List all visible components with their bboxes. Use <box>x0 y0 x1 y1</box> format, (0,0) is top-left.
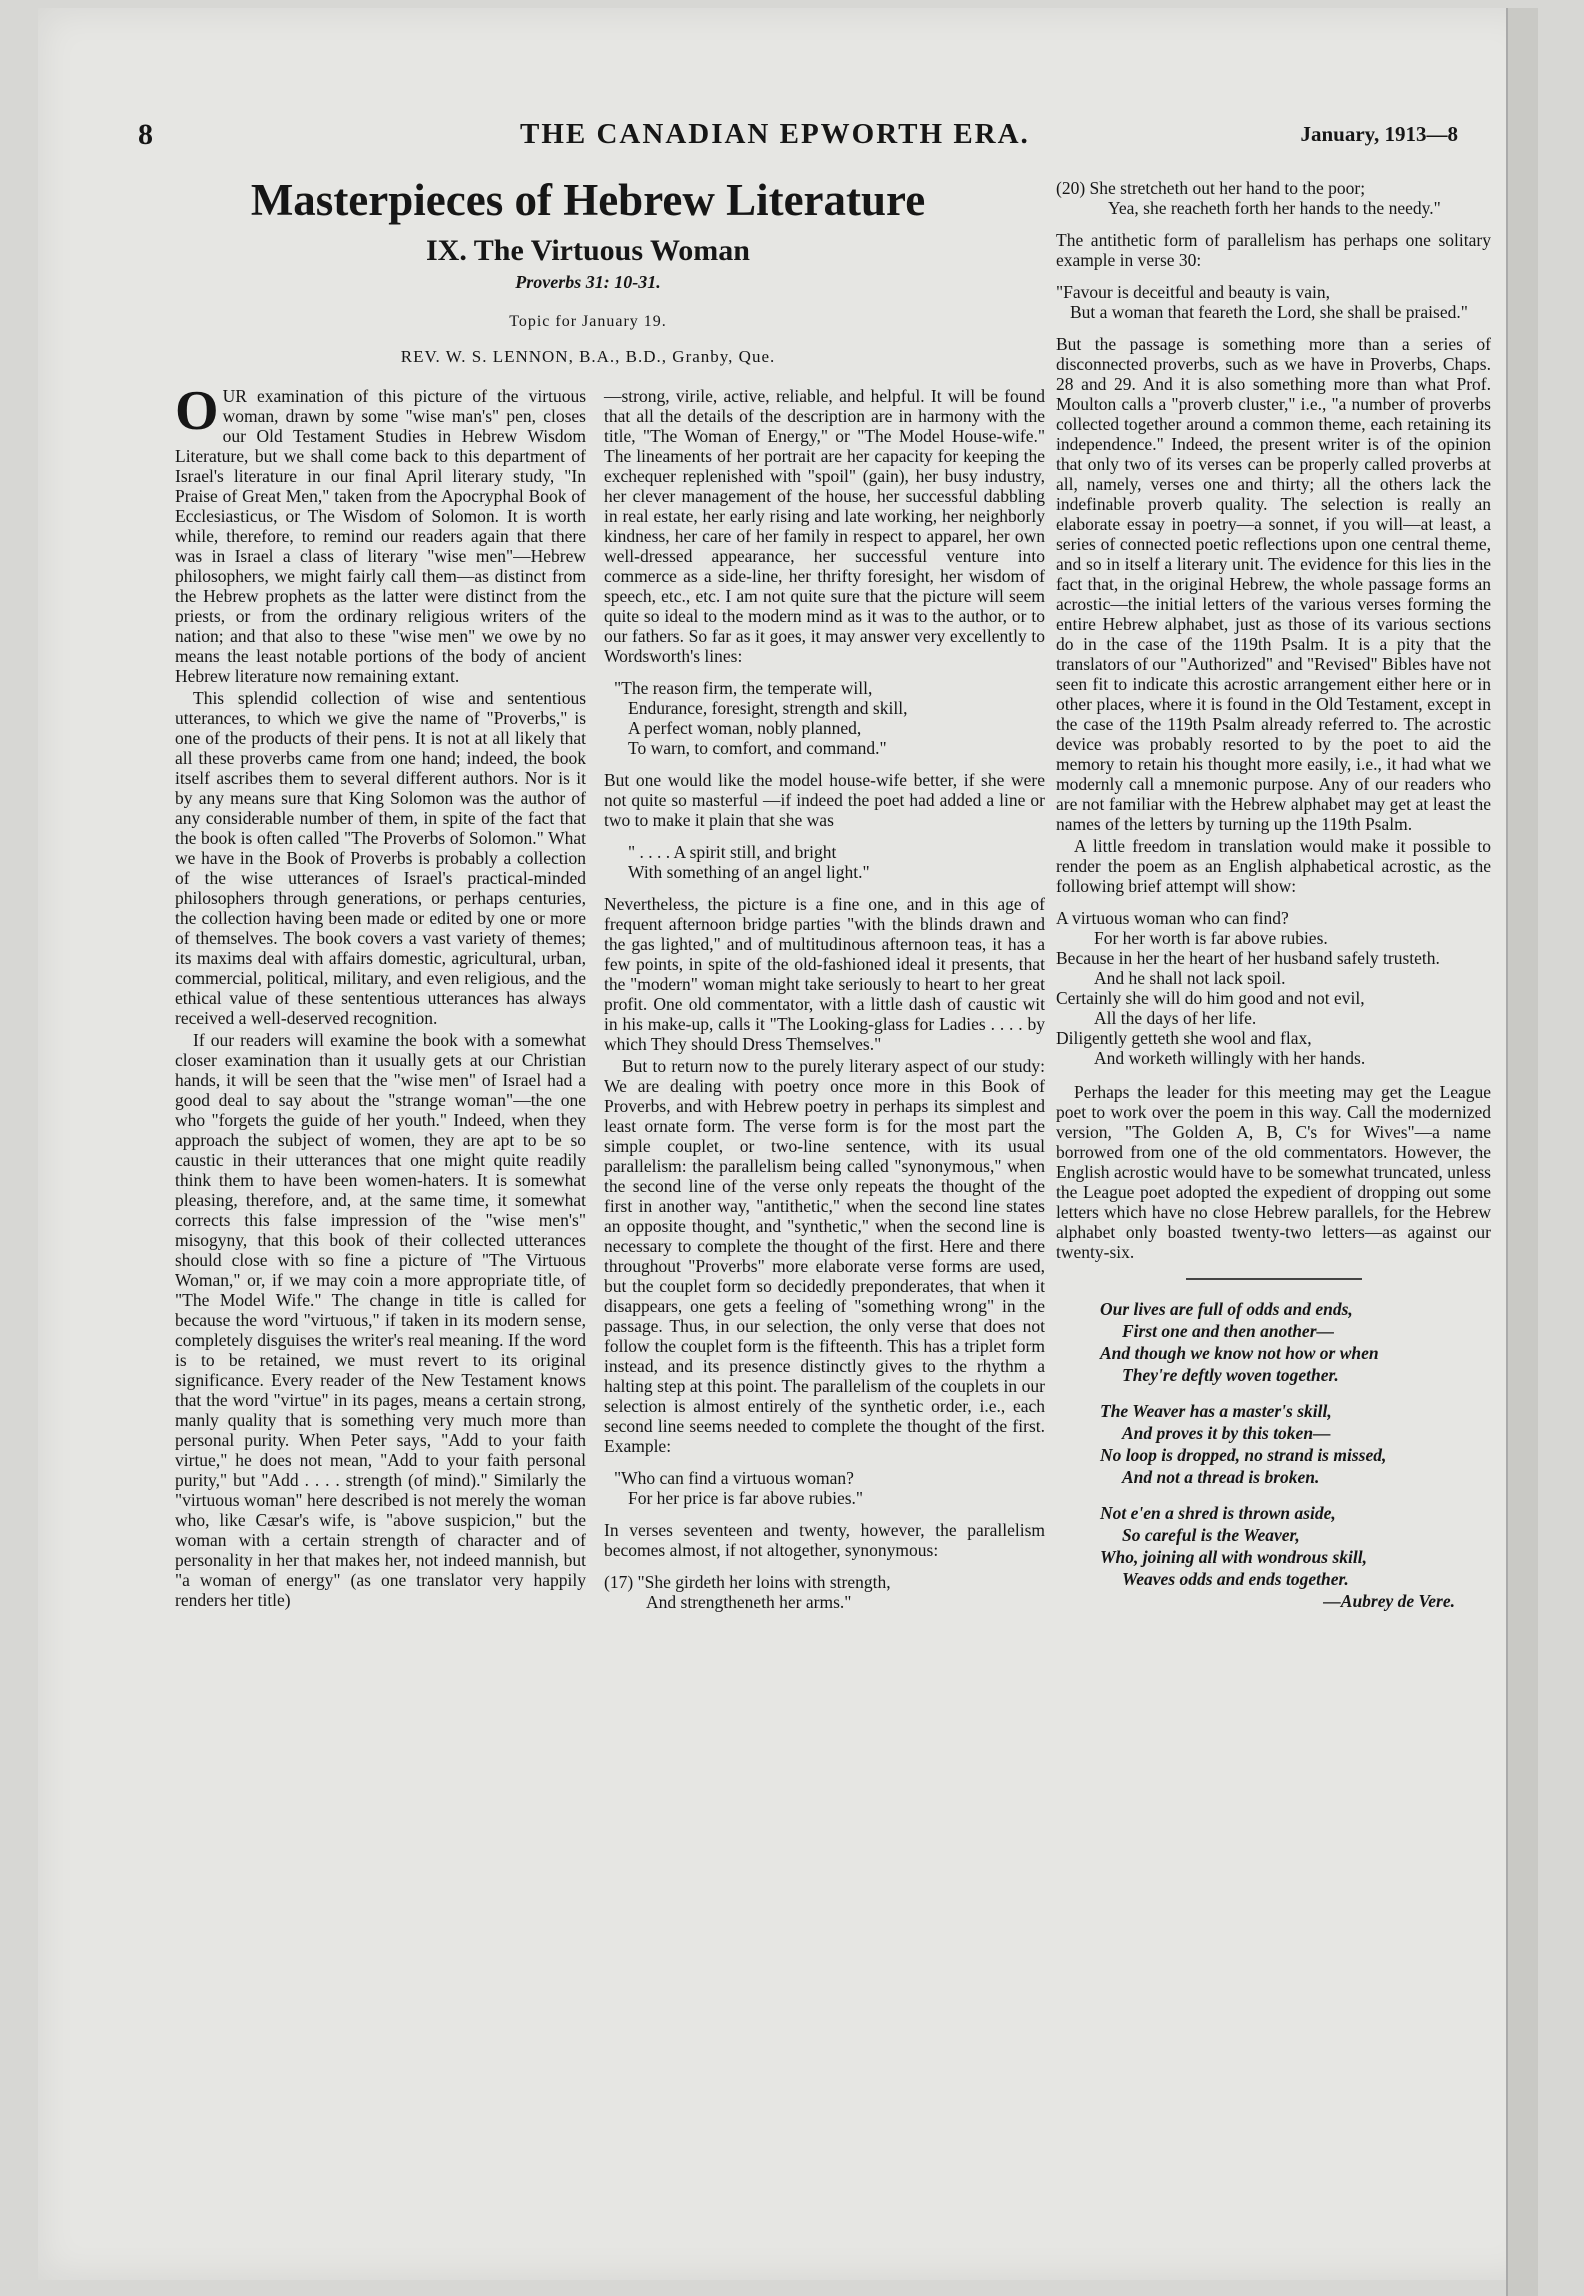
section-divider <box>1186 1278 1362 1280</box>
paragraph: A little freedom in translation would make it possible to render the poem as an English alphabetical acrostic, as the following brief attempt will show: <box>1056 836 1491 896</box>
article-title: Masterpieces of Hebrew Literature <box>250 175 926 225</box>
paragraph: Nevertheless, the picture is a fine one, and in this age of frequent afternoon bridge parties "with the blinds drawn and the gas lighted," and of multitudinous afternoon teas, it has a few points, in spite of the old-fashioned ideal it presents, that the "modern" woman might take seriously to heart to her great profit. One old commentator, with a little dash of caustic wit in his make-up, calls it "The Looking-glass for Ladies . . . . by which They should Dress Themselves." <box>604 894 1045 1054</box>
poem-line: Because in her the heart of her husband safely trusteth. <box>1056 948 1440 968</box>
paragraph: But to return now to the purely literary aspect of our study: We are dealing with poetry once more in this Book of Proverbs, and with Hebrew poetry in perhaps its simplest and least ornate form. The verse form is for the most part the simple couplet, or two-line sentence, with its usual parallelism: the parallelism being called "synonymous," when the second line of the verse only repeats the thought of the first in another way, "antithetic," when the second line states an opposite thought, and "synthetic," when the second line is necessary to complete the thought of the first. Here and there throughout "Proverbs" more elaborate verse forms are used, but the couplet form so decidedly preponderates, that when it disappears, one gets a feeling of "something wrong" in the passage. Thus, in our selection, the only verse that does not follow the couplet form is the fifteenth. This has a triplet form instead, and its presence distinctly gives to the rhythm a halting step at this point. The parallelism of the couplets in our selection is almost entirely of the synthetic order, i.e., each second line seems needed to complete the thought of the first. Example: <box>604 1056 1045 1456</box>
verse-30 <box>1056 282 1491 322</box>
poem-line: So careful is the Weaver, <box>1122 1525 1300 1545</box>
verse-line: " . . . . A spirit still, and bright <box>628 842 837 862</box>
poem-attribution: —Aubrey de Vere. <box>1323 1591 1455 1611</box>
poem-line: The Weaver has a master's skill, <box>1100 1401 1332 1421</box>
poem-line: And not a thread is broken. <box>1122 1467 1320 1487</box>
poem-line: First one and then another— <box>1122 1321 1334 1341</box>
verse-line: To warn, to comfort, and command." <box>628 738 887 758</box>
poem-line: No loop is dropped, no strand is missed, <box>1100 1445 1387 1465</box>
wordsworth-quote <box>614 678 1045 758</box>
topic-line: Topic for January 19. <box>509 312 667 330</box>
closing-poem <box>1100 1298 1491 1612</box>
acrostic-poem <box>1056 908 1491 1068</box>
verse-line: And strengtheneth her arms." <box>646 1592 852 1612</box>
verse-line: (17) "She girdeth her loins with strength, <box>604 1572 891 1592</box>
issue-date: January, 1913—8 <box>1300 122 1458 146</box>
paragraph: But the passage is something more than a series of disconnected proverbs, such as we have in Proverbs, Chaps. 28 and 29. And it is also something more than what Prof. Moulton calls a "proverb cluster," i.e., "a number of proverbs collected together around a common theme, each retaining its independence." Indeed, the present writer is of the opinion that only two of its verses can be properly called proverbs at all, namely, verses one and thirty; all the others lack the indefinable proverb quality. The selection is really an elaborate essay in poetry—a sonnet, if you will—at least, a series of connected poetic reflections upon one central theme, and so in itself a literary unit. The evidence for this lies in the fact that, in the original Hebrew, the whole passage forms an acrostic—the initial letters of the various verses forming the entire Hebrew alphabet, just as those of its various sections do in the case of the 119th Psalm. It is a pity that the translators of our "Authorized" and "Revised" Bibles have not seen fit to indicate this acrostic arrangement either here or in other places, where it is found in the Old Testament, except in the case of the 119th Psalm already referred to. The acrostic device was probably resorted to by the poet to aid the memory to retain his thought more easily, i.e., it had what we modernly call a mnemonic purpose. Any of our readers who are not familiar with the Hebrew alphabet may get at least the names of the letters by turning up the 119th Psalm. <box>1056 334 1491 834</box>
column-3 <box>1056 178 1491 1612</box>
poem-line: Not e'en a shred is thrown aside, <box>1100 1503 1336 1523</box>
verse-20 <box>1056 178 1491 218</box>
poem-line: Weaves odds and ends together. <box>1122 1569 1349 1589</box>
proverb-example <box>614 1468 1045 1508</box>
verse-line: A perfect woman, nobly planned, <box>628 718 862 738</box>
poem-line: All the days of her life. <box>1094 1008 1257 1028</box>
poem-line: Our lives are full of odds and ends, <box>1100 1299 1353 1319</box>
drop-cap: O <box>175 380 219 442</box>
stanza <box>1100 1400 1491 1488</box>
paragraph: But one would like the model house-wife better, if she were not quite so masterful —if indeed the poet had added a line or two to make it plain that she was <box>604 770 1045 830</box>
paragraph: The antithetic form of parallelism has perhaps one solitary example in verse 30: <box>1056 230 1491 270</box>
stanza <box>1100 1298 1491 1386</box>
verse-line: "Who can find a virtuous woman? <box>614 1468 854 1488</box>
poem-line: And he shall not lack spoil. <box>1094 968 1286 988</box>
poem-line: Diligently getteth she wool and flax, <box>1056 1028 1312 1048</box>
poem-line: And proves it by this token— <box>1122 1423 1331 1443</box>
verse-line: For her price is far above rubies." <box>628 1488 864 1508</box>
verse-line: Endurance, foresight, strength and skill, <box>628 698 908 718</box>
poem-line: They're deftly woven together. <box>1122 1365 1339 1385</box>
stanza <box>1100 1502 1491 1590</box>
column-2 <box>604 386 1045 1624</box>
verse-line: With something of an angel light." <box>628 862 870 882</box>
page-header <box>138 118 1458 158</box>
page <box>38 8 1538 2280</box>
paragraph-text: UR examination of this picture of the virtuous woman, drawn by some "wise man's" pen, closes our Old Testament Studies in Hebrew Wisdom Literature, but we shall come back to this department of Israel's literature in our final April literary study, "In Praise of Great Men," taken from the Apocryphal Book of Ecclesiasticus, or The Wisdom of Solomon. It is worth while, therefore, to remind our readers again that there was in Israel a class of literary "wise men"—Hebrew philosophers, we might fairly call them—as distinct from the Hebrew prophets as the latter were distinct from the priests, or from the ordinary religious writers of the nation; and that also to these "wise men" we owe by no means the least notable portions of the body of ancient Hebrew literature now remaining extant. <box>175 386 586 686</box>
poem-line: A virtuous woman who can find? <box>1056 908 1289 928</box>
verse-line: "Favour is deceitful and beauty is vain, <box>1056 282 1330 302</box>
paragraph: If our readers will examine the book with a somewhat closer examination than it usually gets at our Christian hands, it will be seen that the "wise men" of Israel had a good deal to say about the "strange woman"—the one who "forgets the guide of her youth." Indeed, when they approach the subject of women, they are apt to be so caustic in their utterances that one might quite readily think them to have been women-haters. It is somewhat pleasing, therefore, and, at the same time, it somewhat corrects this false impression of the "wise men's" misogyny, that this book of their collected utterances should close with so fine a picture of "The Virtuous Woman," or, if we may coin a more appropriate title, of "The Model Wife." The change in title is called for because the word "virtuous," if taken in its modern sense, completely disguises the writer's real meaning. If the word is to be retained, we must revert to its original significance. Every reader of the New Testament knows that the word "virtue" in its pages, means a certain strong, manly quality that is something very much more than personal purity. When Peter says, "Add to your faith virtue," he does not mean, "Add to your faith personal purity," but "Add . . . . strength (of mind)." Similarly the "virtuous woman" here described is not merely the woman who, like Cæsar's wife, is "above suspicion," but the woman with a certain strength of character and of personality in her that makes her, not indeed mannish, but "a woman of energy" (as one translator very happily renders her title) <box>175 1030 586 1610</box>
poem-line: And though we know not how or when <box>1100 1343 1379 1363</box>
column-1 <box>175 380 586 1612</box>
article-heading <box>188 176 988 367</box>
page-number: 8 <box>138 118 153 151</box>
verse-line: "The reason firm, the temperate will, <box>614 678 873 698</box>
paragraph: This splendid collection of wise and sententious utterances, to which we give the name of "Proverbs," is one of the products of their pens. It is not at all likely that all these proverbs came from one hand; indeed, the book itself ascribes them to several different authors. Nor is it by any means sure that King Solomon was the author of any considerable number of them, in spite of the fact that the book is often called "The Proverbs of Solomon." What we have in the Book of Proverbs is probably a collection of the wise utterances of Israel's practical-minded philosophers through generations, or perhaps centuries, the collection having been made or edited by one or more of themselves. The book covers a vast variety of themes; its maxims deal with affairs domestic, agricultural, urban, commercial, political, military, and even religious, and the ethical value of these sententious utterances has always received a well-deserved recognition. <box>175 688 586 1028</box>
page-edge <box>1506 8 1538 2296</box>
journal-title: THE CANADIAN EPWORTH ERA. <box>520 118 1030 150</box>
scripture-reference: Proverbs 31: 10-31. <box>515 271 661 292</box>
verse-17 <box>604 1572 1045 1612</box>
paragraph <box>175 380 586 686</box>
poem-line: For her worth is far above rubies. <box>1094 928 1328 948</box>
poem-line: Certainly she will do him good and not evil, <box>1056 988 1365 1008</box>
paragraph: Perhaps the leader for this meeting may get the League poet to work over the poem in this way. Call the modernized version, "The Golden A, B, C's for Wives"—a name borrowed from one of the old commentators. However, the English acrostic would have to be somewhat truncated, unless the League poet adopted the expedient of dropping out some letters which have no close Hebrew parallels, for the Hebrew alphabet only boasted twenty-two letters—as against our twenty-six. <box>1056 1082 1491 1262</box>
paragraph: —strong, virile, active, reliable, and helpful. It will be found that all the details of the description are in harmony with the title, "The Woman of Energy," or "The Model House-wife." The lineaments of her portrait are her capacity for keeping the exchequer replenished with "spoil" (gain), her busy industry, her clever management of the house, her successful dabbling in real estate, her early rising and late working, her neighborly kindness, her care of her family in respect to apparel, her own well-dressed appearance, her successful venture into commerce as a side-line, her thrifty foresight, her wisdom of speech, etc., etc. I am not quite sure that the picture will seem quite so ideal to the modern mind as it was to the author, or to our fathers. So far as it goes, it may answer very excellently to Wordsworth's lines: <box>604 386 1045 666</box>
poem-line: Who, joining all with wondrous skill, <box>1100 1547 1367 1567</box>
angel-quote <box>614 842 1045 882</box>
poem-line: And worketh willingly with her hands. <box>1094 1048 1366 1068</box>
author-line: REV. W. S. LENNON, B.A., B.D., Granby, Que. <box>400 346 776 366</box>
verse-line: But a woman that feareth the Lord, she shall be praised." <box>1070 302 1468 322</box>
verse-line: (20) She stretcheth out her hand to the poor; <box>1056 178 1366 198</box>
paragraph: In verses seventeen and twenty, however, the parallelism becomes almost, if not altogether, synonymous: <box>604 1520 1045 1560</box>
verse-line: Yea, she reacheth forth her hands to the needy." <box>1108 198 1441 218</box>
article-subtitle: IX. The Virtuous Woman <box>426 233 750 267</box>
